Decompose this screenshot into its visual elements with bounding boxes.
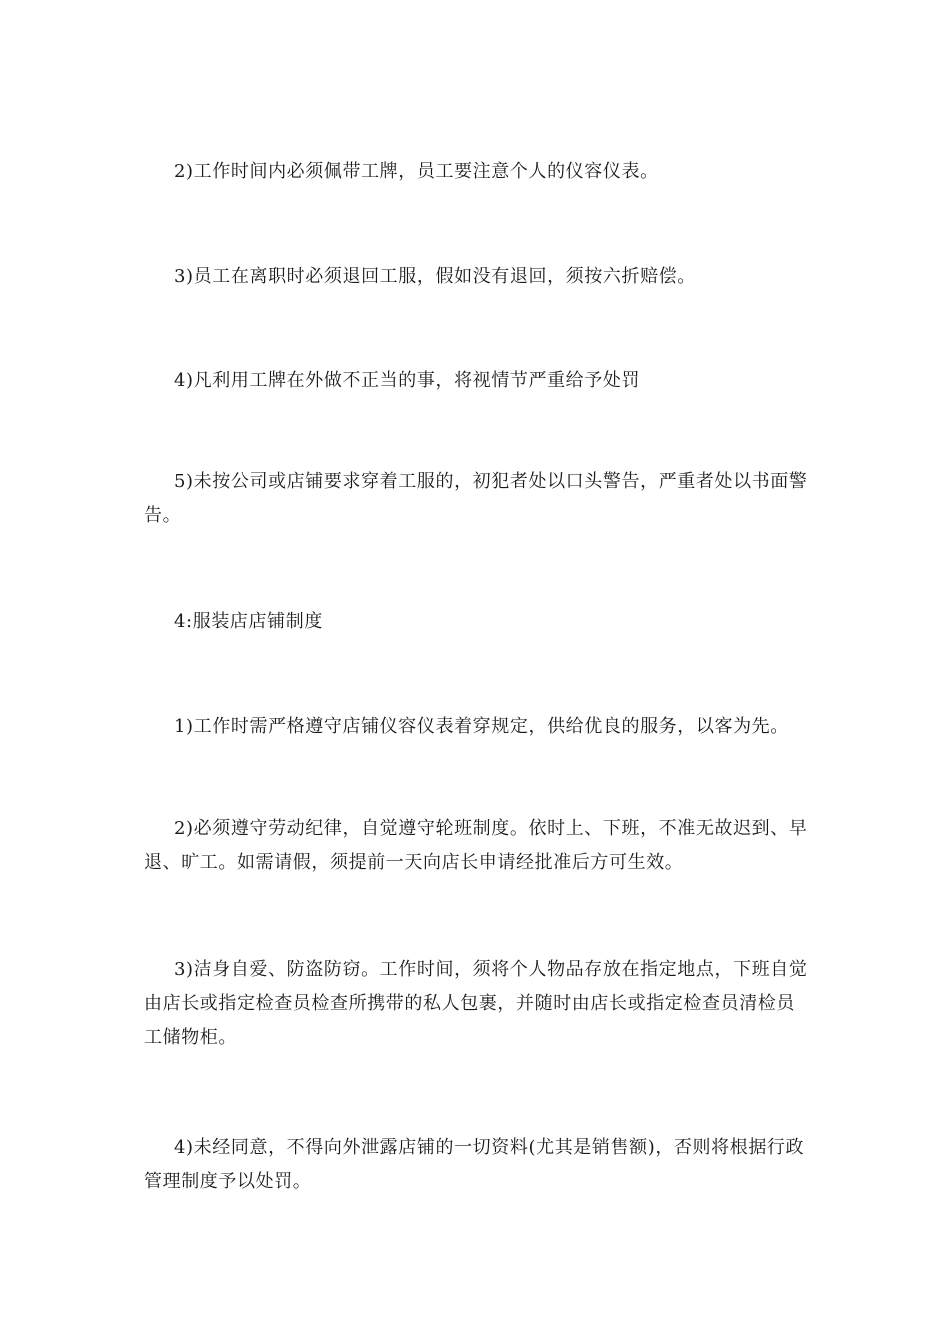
paragraph-labor-discipline-rule: 2)必须遵守劳动纪律，自觉遵守轮班制度。依时上、下班，不准无故迟到、早退、旷工。如需请假，须提前一天向店长申请经批准后方可生效。 — [144, 818, 808, 873]
paragraph-uniform-violation-rule: 5)未按公司或店铺要求穿着工服的，初犯者处以口头警告，严重者处以书面警告。 — [144, 471, 808, 526]
paragraph-confidentiality-rule: 4)未经同意，不得向外泄露店铺的一切资料(尤其是销售额)，否则将根据行政管理制度予以处罚。 — [144, 1137, 805, 1192]
paragraph-workcard-rule: 2)工作时间内必须佩带工牌，员工要注意个人的仪容仪表。 — [174, 161, 659, 182]
paragraph-theft-prevention-rule: 3)洁身自爱、防盗防窃。工作时间，须将个人物品存放在指定地点，下班自觉由店长或指定检查员检查所携带的私人包裹，并随时由店长或指定检查员清检员工储物柜。 — [144, 959, 808, 1048]
paragraph-workcard-misuse-rule: 4)凡利用工牌在外做不正当的事，将视情节严重给予处罚 — [174, 370, 641, 391]
paragraph-uniform-return-rule: 3)员工在离职时必须退回工服，假如没有退回，须按六折赔偿。 — [174, 266, 696, 287]
section-heading-store-rules: 4:服装店店铺制度 — [174, 611, 323, 632]
paragraph-appearance-service-rule: 1)工作时需严格遵守店铺仪容仪表着穿规定，供给优良的服务，以客为先。 — [174, 716, 789, 737]
